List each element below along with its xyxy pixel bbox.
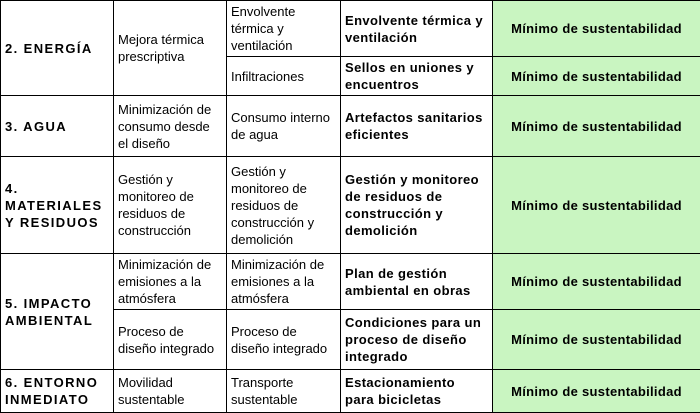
category-cell: 5. IMPACTO AMBIENTAL xyxy=(1,254,114,370)
category-cell: 3. AGUA xyxy=(1,96,114,157)
requirement-cell: Envolvente térmica y ventilación xyxy=(341,1,493,57)
level-cell: Mínimo de sustentabilidad xyxy=(493,157,700,254)
subcategory-cell: Infiltraciones xyxy=(227,57,341,96)
subcategory-cell: Transporte sustentable xyxy=(227,370,341,413)
requirement-cell: Sellos en uniones y encuentros xyxy=(341,57,493,96)
strategy-cell: Minimización de emisiones a la atmósfera xyxy=(114,254,227,310)
table-row xyxy=(1,1,700,57)
requirement-cell: Estacionamiento para bicicletas xyxy=(341,370,493,413)
subcategory-cell: Gestión y monitoreo de residuos de construcción y demolición xyxy=(227,157,341,254)
level-cell: Mínimo de sustentabilidad xyxy=(493,1,700,57)
category-cell: 2. ENERGÍA xyxy=(1,1,114,96)
subcategory-cell: Proceso de diseño integrado xyxy=(227,310,341,370)
requirement-cell: Condiciones para un proceso de diseño integrado xyxy=(341,310,493,370)
requirement-cell: Plan de gestión ambiental en obras xyxy=(341,254,493,310)
strategy-cell: Minimización de consumo desde el diseño xyxy=(114,96,227,157)
level-cell: Mínimo de sustentabilidad xyxy=(493,370,700,413)
level-cell: Mínimo de sustentabilidad xyxy=(493,310,700,370)
strategy-cell: Movilidad sustentable xyxy=(114,370,227,413)
category-cell: 4. MATERIALES Y RESIDUOS xyxy=(1,157,114,254)
requirement-cell: Artefactos sanitarios eficientes xyxy=(341,96,493,157)
level-cell: Mínimo de sustentabilidad xyxy=(493,96,700,157)
table-row xyxy=(1,157,700,254)
strategy-cell: Mejora térmica prescriptiva xyxy=(114,1,227,96)
subcategory-cell: Minimización de emisiones a la atmósfera xyxy=(227,254,341,310)
subcategory-cell: Envolvente térmica y ventilación xyxy=(227,1,341,57)
strategy-cell: Proceso de diseño integrado xyxy=(114,310,227,370)
table-row xyxy=(1,254,700,310)
table-row xyxy=(1,96,700,157)
strategy-cell: Gestión y monitoreo de residuos de construcción xyxy=(114,157,227,254)
level-cell: Mínimo de sustentabilidad xyxy=(493,57,700,96)
subcategory-cell: Consumo interno de agua xyxy=(227,96,341,157)
level-cell: Mínimo de sustentabilidad xyxy=(493,254,700,310)
category-cell: 6. ENTORNO INMEDIATO xyxy=(1,370,114,413)
requirement-cell: Gestión y monitoreo de residuos de construcción y demolición xyxy=(341,157,493,254)
table-row xyxy=(1,370,700,413)
